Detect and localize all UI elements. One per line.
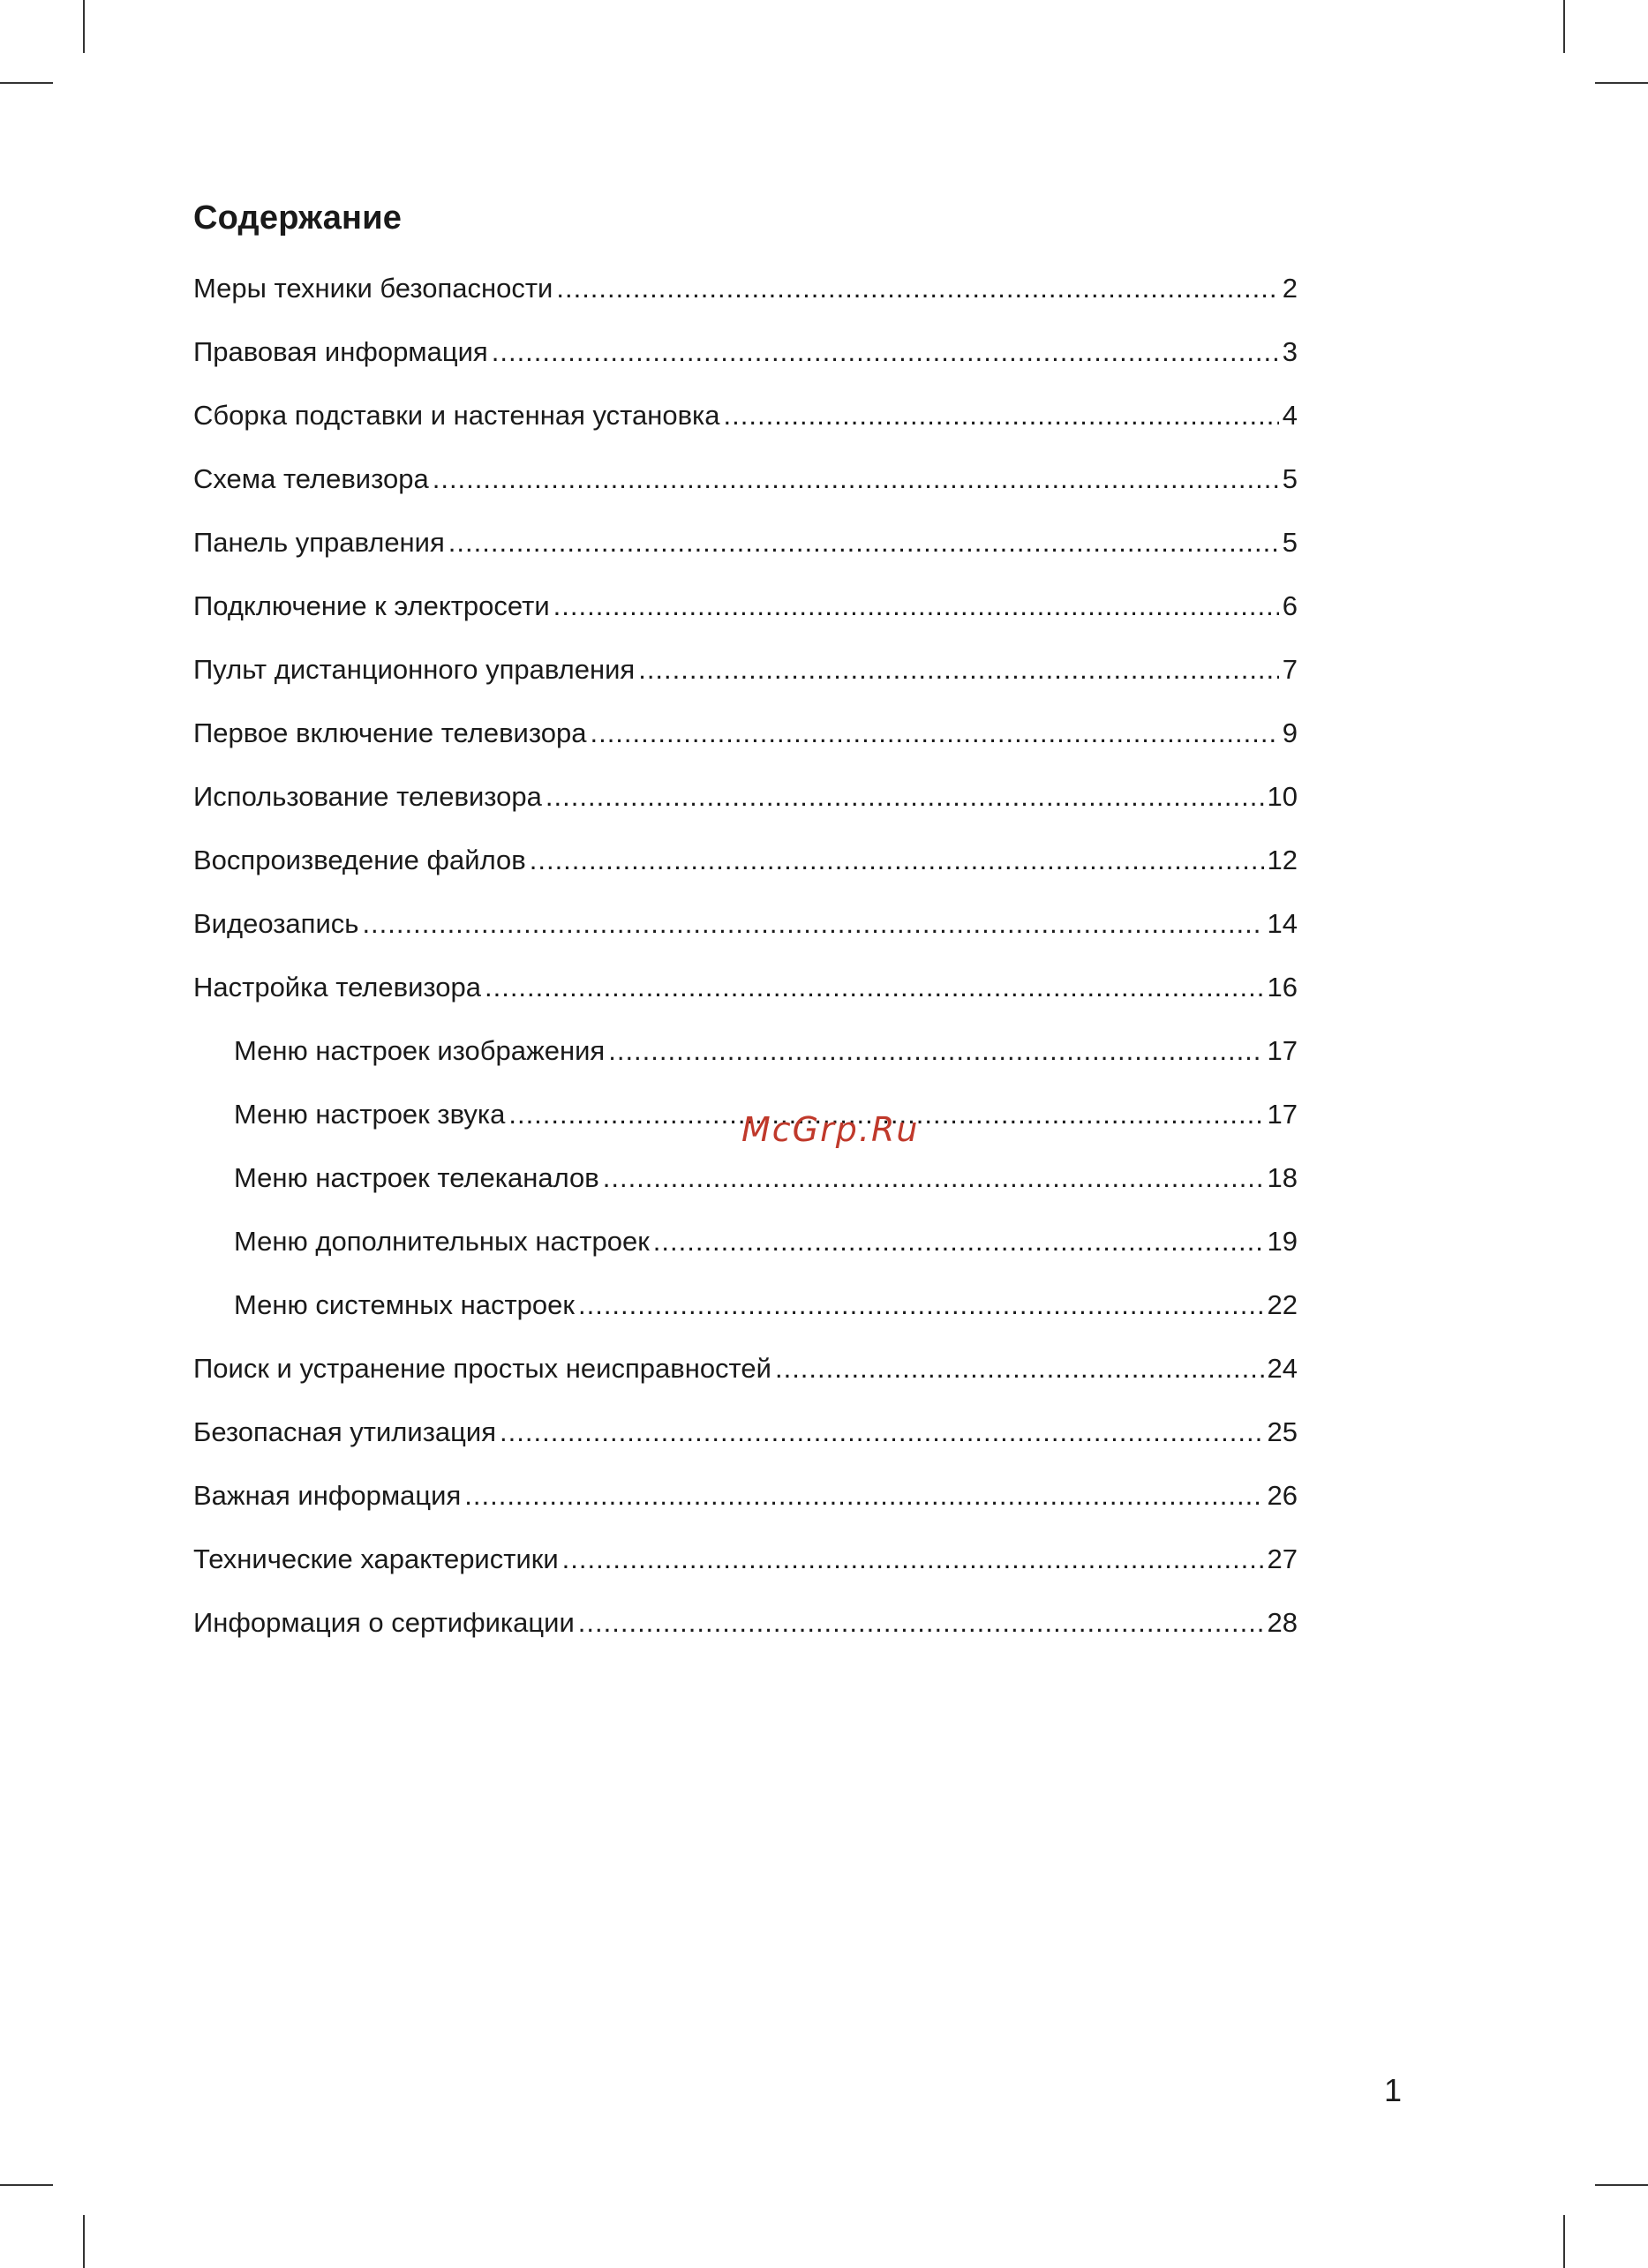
crop-mark-top-right-vertical [1563, 0, 1565, 53]
crop-mark-bottom-right-horizontal [1595, 2184, 1648, 2186]
toc-dot-leader [553, 585, 1279, 627]
toc-entry[interactable] [193, 776, 1298, 839]
toc-entry[interactable] [193, 1538, 1298, 1602]
toc-dot-leader [492, 331, 1279, 373]
toc-entry-page: 17 [1267, 1099, 1298, 1130]
crop-mark-top-left-horizontal [0, 82, 53, 84]
toc-dot-leader [448, 522, 1279, 564]
toc-dot-leader [603, 1157, 1264, 1199]
toc-dot-leader [724, 394, 1279, 437]
toc-entry-page: 9 [1282, 717, 1298, 748]
toc-dot-leader [578, 1284, 1264, 1326]
toc-entry[interactable] [193, 1602, 1298, 1665]
crop-mark-top-left-vertical [83, 0, 85, 53]
toc-entry-title: Важная информация [193, 1480, 462, 1511]
toc-entry[interactable] [193, 1348, 1298, 1411]
toc-entry-page: 2 [1282, 273, 1298, 304]
toc-dot-leader [362, 903, 1263, 945]
toc-entry[interactable] [193, 649, 1298, 712]
page-number: 1 [1384, 2072, 1403, 2108]
toc-entry-page: 7 [1282, 654, 1298, 685]
toc-entry[interactable] [193, 1157, 1298, 1220]
toc-entry-page: 14 [1267, 908, 1298, 939]
toc-entry[interactable] [193, 839, 1298, 903]
toc-entry-title: Меню настроек изображения [234, 1035, 606, 1066]
table-of-contents [193, 267, 1298, 1665]
toc-entry-page: 5 [1282, 463, 1298, 494]
toc-entry[interactable] [193, 966, 1298, 1030]
toc-dot-leader [464, 1475, 1263, 1517]
toc-entry-title: Настройка телевизора [193, 972, 481, 1003]
toc-dot-leader [638, 649, 1279, 691]
toc-entry-page: 28 [1267, 1607, 1298, 1638]
toc-entry[interactable] [193, 903, 1298, 966]
toc-entry-title: Схема телевизора [193, 463, 429, 494]
toc-entry-title: Безопасная утилизация [193, 1416, 497, 1447]
toc-entry-title: Поиск и устранение простых неисправностей [193, 1353, 771, 1384]
crop-mark-top-right-horizontal [1595, 82, 1648, 84]
toc-dot-leader [775, 1348, 1264, 1390]
toc-entry-page: 10 [1267, 781, 1298, 812]
toc-entry-title: Подключение к электросети [193, 590, 550, 621]
toc-dot-leader [653, 1220, 1264, 1263]
toc-dot-leader [530, 839, 1264, 882]
toc-dot-leader [590, 712, 1278, 755]
toc-entry[interactable] [193, 1030, 1298, 1093]
toc-entry-title: Меню настроек телеканалов [234, 1162, 599, 1193]
crop-mark-bottom-right-vertical [1563, 2215, 1565, 2268]
toc-dot-leader [608, 1030, 1263, 1072]
toc-entry[interactable] [193, 394, 1298, 458]
toc-entry[interactable] [193, 585, 1298, 649]
toc-entry[interactable] [193, 522, 1298, 585]
toc-entry[interactable] [193, 458, 1298, 522]
toc-entry-title: Технические характеристики [193, 1543, 559, 1574]
toc-entry[interactable] [193, 1220, 1298, 1284]
toc-entry-title: Видеозапись [193, 908, 359, 939]
toc-entry-title: Первое включение телевизора [193, 717, 587, 748]
toc-dot-leader [500, 1411, 1263, 1453]
toc-entry-page: 12 [1267, 845, 1298, 875]
toc-entry-title: Пульт дистанционного управления [193, 654, 636, 685]
toc-entry[interactable] [193, 1411, 1298, 1475]
toc-entry-page: 4 [1282, 400, 1298, 431]
toc-entry-title: Меры техники безопасности [193, 273, 553, 304]
toc-entry[interactable] [193, 1284, 1298, 1348]
toc-entry[interactable] [193, 331, 1298, 394]
toc-entry[interactable] [193, 1475, 1298, 1538]
crop-mark-bottom-left-horizontal [0, 2184, 53, 2186]
toc-entry-page: 16 [1267, 972, 1298, 1003]
toc-entry[interactable] [193, 712, 1298, 776]
toc-entry-page: 27 [1267, 1543, 1298, 1574]
toc-entry-page: 18 [1267, 1162, 1298, 1193]
toc-entry-page: 22 [1267, 1289, 1298, 1320]
toc-entry-title: Сборка подставки и настенная установка [193, 400, 720, 431]
toc-dot-leader [485, 966, 1264, 1009]
toc-dot-leader [578, 1602, 1264, 1644]
toc-entry-title: Меню системных настроек [234, 1289, 575, 1320]
toc-entry-page: 25 [1267, 1416, 1298, 1447]
toc-entry-title: Воспроизведение файлов [193, 845, 526, 875]
toc-entry-page: 5 [1282, 527, 1298, 558]
toc-entry[interactable] [193, 267, 1298, 331]
toc-entry-title: Панель управления [193, 527, 445, 558]
toc-entry-page: 24 [1267, 1353, 1298, 1384]
toc-entry-title: Использование телевизора [193, 781, 542, 812]
toc-entry-title: Меню дополнительных настроек [234, 1226, 650, 1257]
toc-entry-page: 3 [1282, 336, 1298, 367]
page-title: Содержание [193, 199, 403, 237]
toc-entry-title: Информация о сертификации [193, 1607, 575, 1638]
toc-dot-leader [556, 267, 1278, 310]
toc-dot-leader [546, 776, 1264, 818]
toc-entry-title: Правовая информация [193, 336, 488, 367]
watermark: McGrp.Ru [741, 1110, 920, 1149]
toc-entry-title: Меню настроек звука [234, 1099, 506, 1130]
toc-entry-page: 17 [1267, 1035, 1298, 1066]
toc-dot-leader [562, 1538, 1264, 1581]
toc-dot-leader [433, 458, 1279, 500]
toc-entry-page: 6 [1282, 590, 1298, 621]
toc-entry-page: 26 [1267, 1480, 1298, 1511]
crop-mark-bottom-left-vertical [83, 2215, 85, 2268]
toc-entry-page: 19 [1267, 1226, 1298, 1257]
